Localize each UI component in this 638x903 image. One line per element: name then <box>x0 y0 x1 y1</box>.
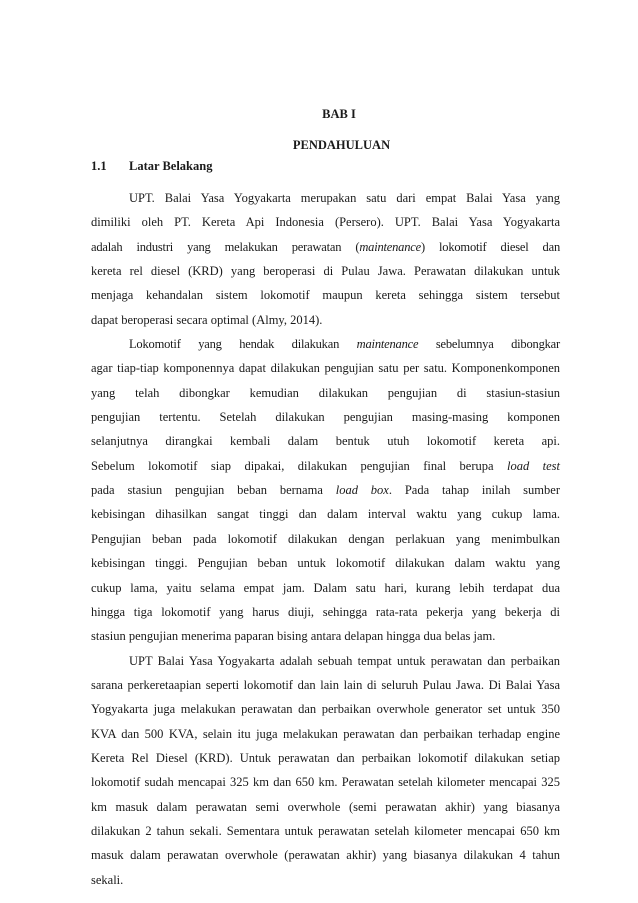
paragraph-line: yang telah dibongkar kemudian dilakukan pengujian di stasiun-stasiun <box>91 385 560 400</box>
paragraph-line: selanjutnya dirangkai kembali dalam bentuk utuh lokomotif kereta api. <box>91 434 560 449</box>
paragraph-line: kereta rel diesel (KRD) yang beroperasi di Pulau Jawa. Perawatan dilakukan untuk <box>91 264 560 279</box>
paragraph-line: menjaga kehandalan sistem lokomotif maupun kereta sehingga sistem tersebut <box>91 288 560 303</box>
paragraph-line: UPT Balai Yasa Yogyakarta adalah sebuah tempat untuk perawatan dan perbaikan <box>129 653 560 668</box>
chapter-title: PENDAHULUAN <box>292 138 391 152</box>
paragraph-line: masuk dalam perawatan overwhole (perawatan akhir) yang biasanya dilakukan 4 tahun <box>91 848 560 863</box>
section-title: Latar Belakang <box>129 159 213 173</box>
italic-term: maintenance <box>356 337 419 352</box>
paragraph-line: hingga tiga lokomotif yang harus diuji, sehingga rata-rata pekerja yang bekerja di <box>91 604 560 619</box>
paragraph <box>91 649 560 892</box>
chapter-label: BAB I <box>322 107 356 121</box>
paragraph-line: Kereta Rel Diesel (KRD). Untuk perawatan dan perbaikan lokomotif dilakukan setiap <box>91 750 560 765</box>
paragraph <box>91 332 560 648</box>
paragraph-line: dimiliki oleh PT. Kereta Api Indonesia (Persero). UPT. Balai Yasa Yogyakarta <box>91 215 560 230</box>
paragraph-line: lokomotif sudah mencapai 325 km dan 650 km. Perawatan setelah kilometer mencapai 325 <box>91 775 560 790</box>
paragraph-line: stasiun pengujian menerima paparan bising antara delapan hingga dua belas jam. <box>91 629 496 644</box>
paragraph-line: Lokomotif yang hendak dilakukan maintenance sebelumnya dibongkar <box>129 337 560 352</box>
paragraph-line: sarana perkeretaapian seperti lokomotif dan lain lain di seluruh Pulau Jawa. Di Balai Yasa <box>91 677 560 692</box>
paragraph-line: Yogyakarta juga melakukan perawatan dan perbaikan overwhole generator set untuk 350 <box>91 702 560 717</box>
paragraph-line: kebisingan dihasilkan sangat tinggi dan dalam interval waktu yang cukup lama. <box>91 507 560 522</box>
paragraph-line: cukup lama, yaitu selama empat jam. Dalam satu hari, kurang lebih terdapat dua <box>91 580 560 595</box>
paragraph-line: adalah industri yang melakukan perawatan (maintenance) lokomotif diesel dan <box>91 239 560 254</box>
paragraph-line: km masuk dalam perawatan semi overwhole (semi perawatan akhir) yang biasanya <box>91 799 560 814</box>
section-heading <box>91 158 557 174</box>
italic-term: load test <box>506 458 560 473</box>
paragraph-line: kebisingan tinggi. Pengujian beban untuk lokomotif dilakukan dalam waktu yang <box>91 556 560 571</box>
paragraph-line: pengujian tertentu. Setelah dilakukan pengujian masing-masing komponen <box>91 410 560 425</box>
paragraph-line: UPT. Balai Yasa Yogyakarta merupakan satu dari empat Balai Yasa yang <box>129 191 560 205</box>
paragraph-line: dilakukan 2 tahun sekali. Sementara untuk perawatan setelah kilometer mencapai 650 km <box>91 823 560 838</box>
italic-term: maintenance <box>359 239 421 254</box>
paragraph-line: Pengujian beban pada lokomotif dilakukan dengan perlakuan yang menimbulkan <box>91 531 560 546</box>
paragraph <box>91 186 560 332</box>
paragraph-line: pada stasiun pengujian beban bernama load box. Pada tahap inilah sumber <box>91 483 560 498</box>
italic-term: load box <box>335 483 389 498</box>
paragraph-line: Sebelum lokomotif siap dipakai, dilakukan pengujian final berupa load test <box>91 458 560 473</box>
paragraph-line: KVA dan 500 KVA, selain itu juga melakukan perawatan dan perbaikan terhadap engine <box>91 726 560 741</box>
paragraph-line: agar tiap-tiap komponennya dapat dilakukan pengujian satu per satu. Komponenkomponen <box>91 361 560 376</box>
paragraph-line: sekali. <box>91 872 124 887</box>
paragraph-line: dapat beroperasi secara optimal (Almy, 2014). <box>91 312 323 327</box>
section-number: 1.1 <box>91 159 107 173</box>
body-text <box>91 186 560 892</box>
